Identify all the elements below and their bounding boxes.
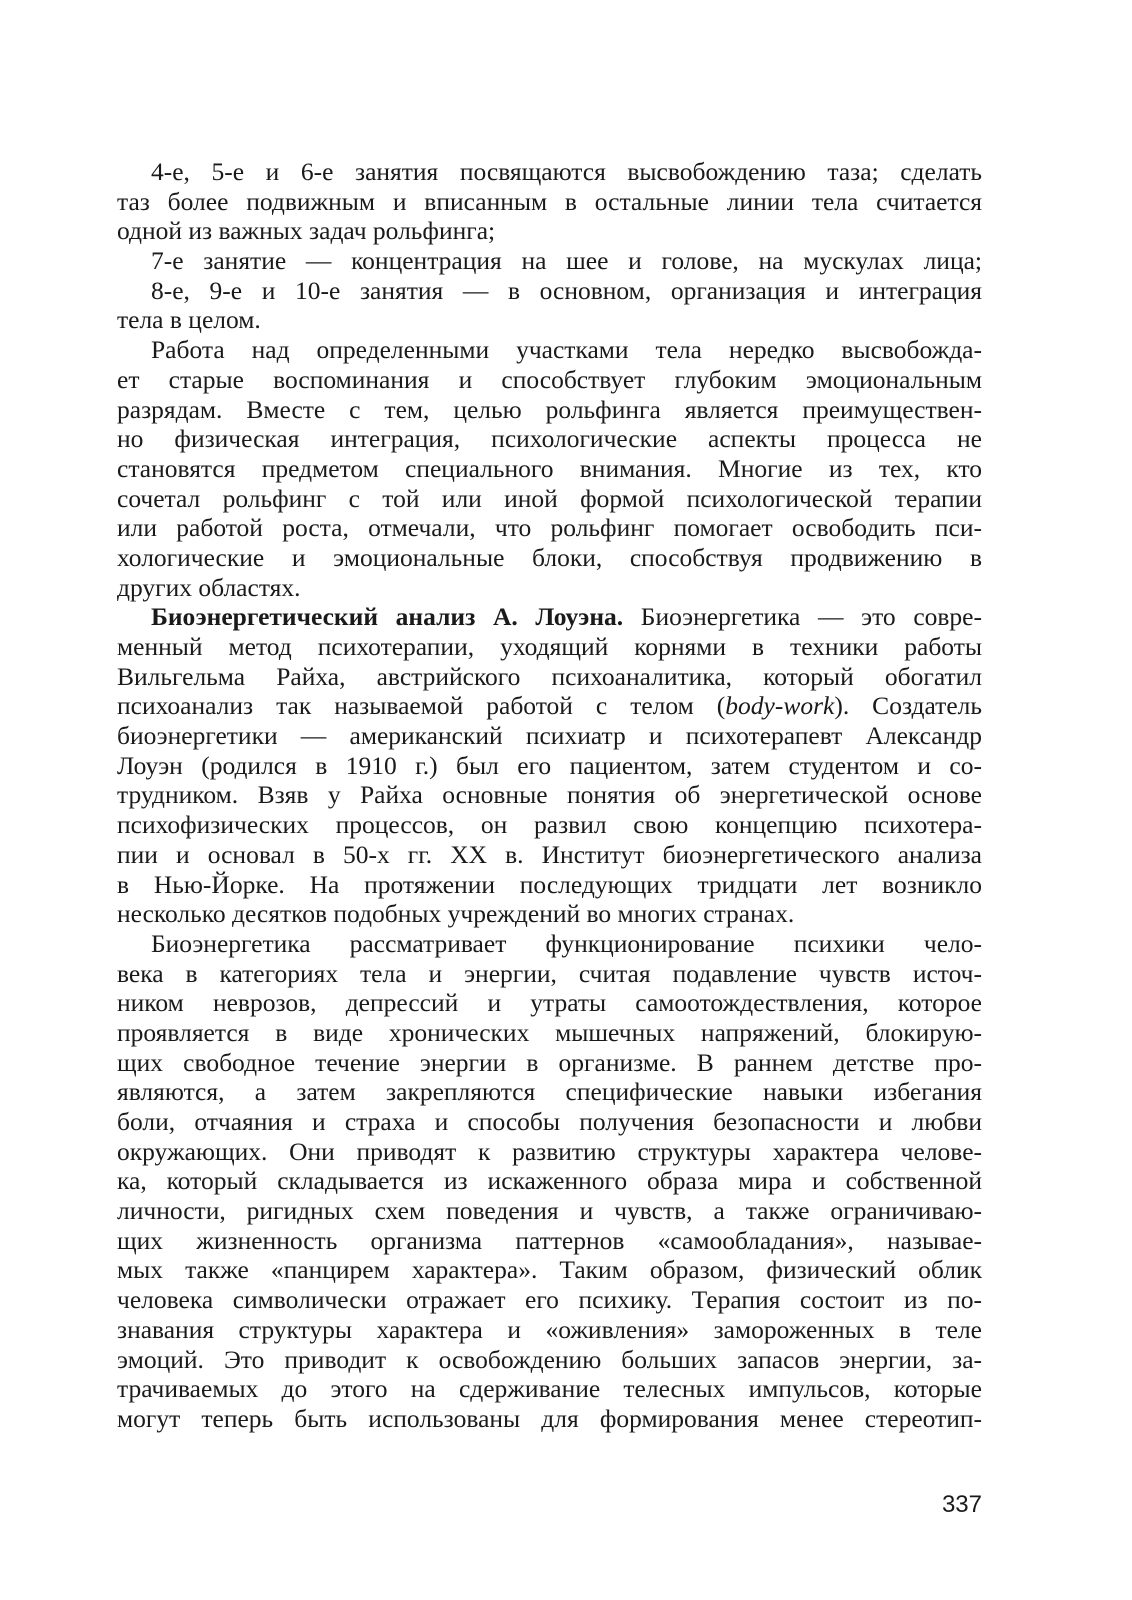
- line-text: в Нью-Йорке. На протяжении последующих тридцати лет возникло: [117, 869, 982, 899]
- text-line: [117, 810, 982, 840]
- line-text: являются, а затем закрепляются специфические навыки избегания: [117, 1077, 982, 1107]
- text-line: [117, 305, 982, 335]
- line-text: Работа над определенными участками тела нередко высвобожда-: [151, 335, 982, 365]
- text-line: [117, 216, 982, 246]
- text-line: [117, 1166, 982, 1196]
- line-text: 8-е, 9-е и 10-е занятия — в основном, организация и интеграция: [151, 275, 982, 305]
- line-text: хологические и эмоциональные блоки, способствуя продвижению в: [117, 542, 982, 572]
- text-line: [117, 1345, 982, 1375]
- line-text: мых также «панцирем характера». Таким образом, физический облик: [117, 1255, 982, 1285]
- text-line: [117, 1107, 982, 1137]
- line-text-tail: ). Создатель: [834, 691, 982, 721]
- line-text: менный метод психотерапии, уходящий корнями в техники работы: [117, 632, 982, 661]
- line-text: знавания структуры характера и «оживления» замороженных в теле: [117, 1314, 982, 1344]
- text-line: [117, 632, 982, 662]
- text-line: [117, 1018, 982, 1048]
- line-text: века в категориях тела и энергии, считая подавление чувств источ-: [117, 958, 982, 988]
- page-number: 337: [941, 1491, 982, 1518]
- text-line: [117, 721, 982, 751]
- line-text: но физическая интеграция, психологические аспекты процесса не: [117, 424, 982, 454]
- line-text: 7-е занятие — концентрация на шее и голове, на мускулах лица;: [151, 246, 982, 276]
- line-text: боли, отчаяния и страха и способы получения безопасности и любви: [117, 1107, 982, 1136]
- text-line: [117, 1315, 982, 1345]
- text-line: [117, 662, 982, 692]
- text-line: [117, 187, 982, 217]
- text-line: [117, 1137, 982, 1167]
- line-text: личности, ригидных схем поведения и чувств, а также ограничиваю-: [117, 1196, 982, 1226]
- text-line: [117, 484, 982, 514]
- line-text: Лоуэн (родился в 1910 г.) был его пациентом, затем студентом и со-: [117, 750, 982, 780]
- text-line: [117, 929, 982, 959]
- line-text: одной из важных задач рольфинга;: [117, 216, 496, 246]
- text-line: [117, 870, 982, 900]
- line-text: разрядам. Вместе с тем, целью рольфинга является преимуществен-: [117, 394, 982, 424]
- text-line: [117, 335, 982, 365]
- section-heading-inline: Биоэнергетический анализ А. Лоуэна.: [151, 602, 624, 632]
- text-line: [117, 276, 982, 306]
- line-text: ет старые воспоминания и способствует глубоким эмоциональным: [117, 364, 982, 394]
- line-text: трачиваемых до этого на сдерживание телесных импульсов, которые: [117, 1374, 982, 1404]
- line-text: щих свободное течение энергии в организме. В раннем детстве про-: [117, 1047, 982, 1077]
- text-line: [117, 602, 982, 632]
- text-line: [117, 573, 982, 603]
- text-line: [117, 1374, 982, 1404]
- line-text: или работой роста, отмечали, что рольфинг помогает освободить пси-: [117, 513, 982, 543]
- body-text: [117, 157, 982, 1434]
- text-line: [117, 780, 982, 810]
- line-text: эмоций. Это приводит к освобождению больших запасов энергии, за-: [117, 1344, 982, 1374]
- line-text: пии и основал в 50-х гг. XX в. Институт биоэнергетического анализа: [117, 839, 982, 869]
- line-text: Вильгельма Райха, австрийского психоаналитика, который обогатил: [117, 661, 982, 691]
- line-text: трудником. Взяв у Райха основные понятия об энергетической основе: [117, 780, 982, 810]
- line-text: Биоэнергетика рассматривает функционирование психики чело-: [151, 928, 982, 958]
- text-line: [117, 1285, 982, 1315]
- text-line: [117, 1226, 982, 1256]
- line-text: ка, который складывается из искаженного образа мира и собственной: [117, 1166, 982, 1196]
- text-line: [117, 959, 982, 989]
- text-line: [117, 1048, 982, 1078]
- italic-term: body-work: [725, 691, 835, 721]
- text-line: [117, 840, 982, 870]
- line-text: таз более подвижным и вписанным в остальные линии тела считается: [117, 186, 982, 216]
- text-line: [117, 988, 982, 1018]
- line-text: психоанализ так называемой работой с телом (: [117, 691, 726, 721]
- text-line: [117, 1404, 982, 1434]
- line-text: психофизических процессов, он развил свою концепцию психотера-: [117, 810, 982, 840]
- text-line: [117, 365, 982, 395]
- text-line: [117, 513, 982, 543]
- line-text: ником неврозов, депрессий и утраты самоотождествления, которое: [117, 988, 982, 1018]
- line-text: Биоэнергетика — это совре-: [623, 602, 982, 632]
- line-text: других областях.: [117, 572, 301, 602]
- line-text: могут теперь быть использованы для формирования менее стереотип-: [117, 1403, 982, 1433]
- text-line: [117, 454, 982, 484]
- line-text: сочетал рольфинг с той или иной формой психологической терапии: [117, 483, 982, 513]
- line-text: тела в целом.: [117, 305, 261, 335]
- line-text: становятся предметом специального внимания. Многие из тех, кто: [117, 453, 982, 483]
- text-line: [117, 395, 982, 425]
- text-line: [117, 543, 982, 573]
- text-line: [117, 246, 982, 276]
- line-text: несколько десятков подобных учреждений во многих странах.: [117, 899, 795, 929]
- text-line: [117, 899, 982, 929]
- text-line: [117, 1255, 982, 1285]
- text-line: [117, 751, 982, 781]
- text-line: [117, 424, 982, 454]
- text-line: [117, 1077, 982, 1107]
- line-text: 4-е, 5-е и 6-е занятия посвящаются высвобождению таза; сделать: [151, 157, 982, 186]
- line-text: проявляется в виде хронических мышечных напряжений, блокирую-: [117, 1017, 982, 1047]
- line-text: человека символически отражает его психику. Терапия состоит из по-: [117, 1285, 982, 1315]
- text-line: [117, 157, 982, 187]
- line-text: биоэнергетики — американский психиатр и психотерапевт Александр: [117, 721, 982, 751]
- line-text: щих жизненность организма паттернов «самообладания», называе-: [117, 1225, 982, 1255]
- text-line: [117, 1196, 982, 1226]
- text-line: [117, 691, 982, 721]
- line-text: окружающих. Они приводят к развитию структуры характера челове-: [117, 1136, 982, 1166]
